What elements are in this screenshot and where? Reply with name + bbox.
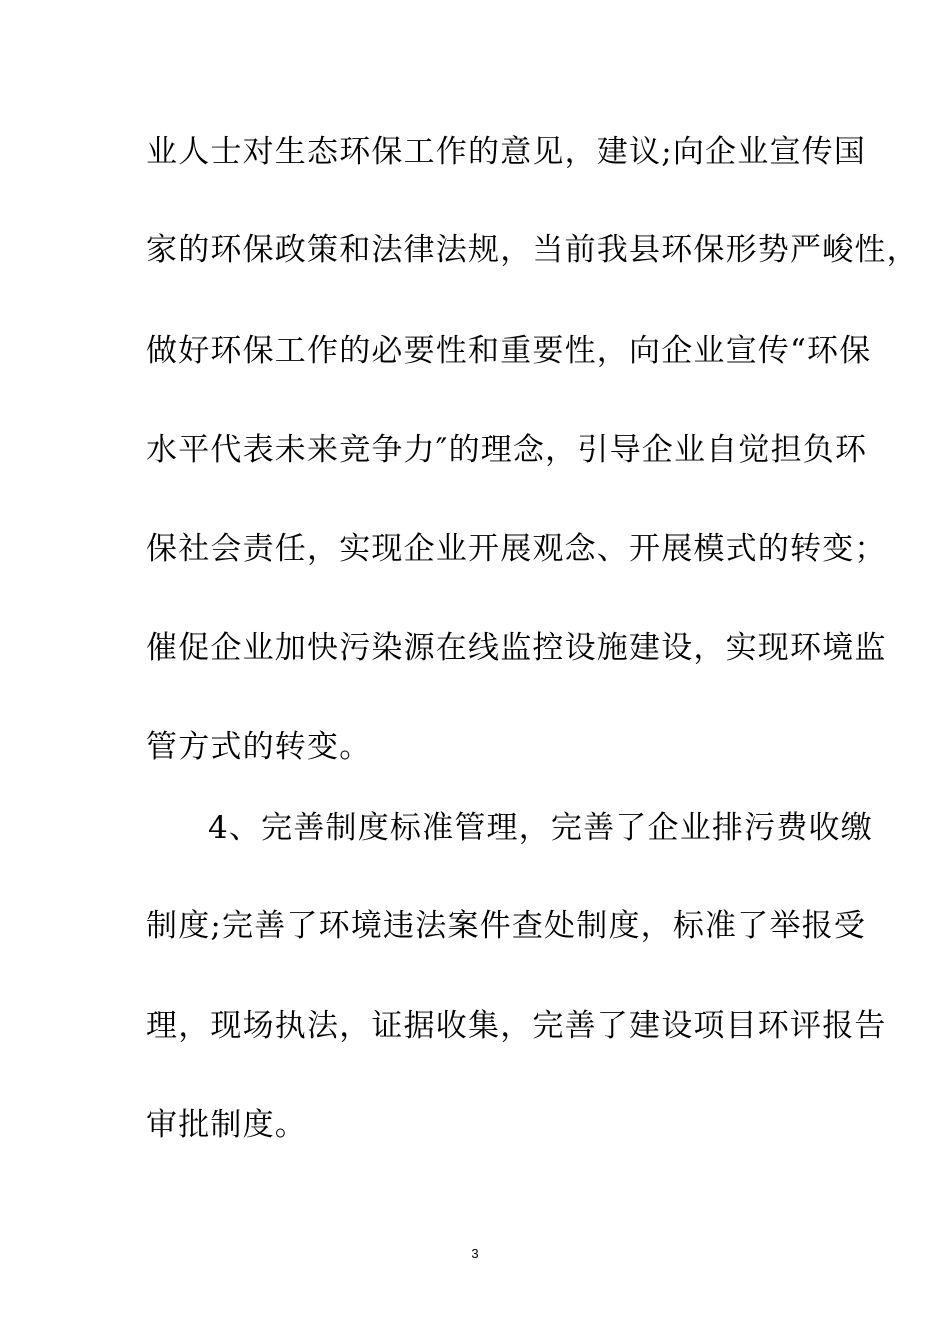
paragraph-1-line-6: 催促企业加快污染源在线监控设施建设，实现环境监 — [146, 630, 887, 666]
paragraph-2-line-3: 理，现场执法，证据收集，完善了建设项目环评报告 — [146, 1008, 887, 1044]
paragraph-2-line-4: 审批制度。 — [146, 1107, 307, 1143]
paragraph-2-line-2: 制度;完善了环境违法案件查处制度，标准了举报受 — [146, 908, 867, 944]
paragraph-1-line-5: 保社会责任，实现企业开展观念、开展模式的转变； — [146, 531, 887, 567]
paragraph-1-line-7: 管方式的转变。 — [146, 729, 372, 765]
paragraph-2-line-1: 4、完善制度标准管理，完善了企业排污费收缴 — [208, 810, 873, 846]
paragraph-1-line-3: 做好环保工作的必要性和重要性，向企业宣传“环保 — [146, 333, 872, 369]
paragraph-1-line-4: 水平代表未来竞争力″的理念，引导企业自觉担负环 — [146, 432, 868, 468]
page-number: 3 — [471, 1246, 479, 1261]
paragraph-1-line-1: 业人士对生态环保工作的意见，建议;向企业宣传国 — [146, 134, 867, 170]
paragraph-1-line-2: 家的环保政策和法律法规，当前我县环保形势严峻性， — [146, 232, 919, 268]
